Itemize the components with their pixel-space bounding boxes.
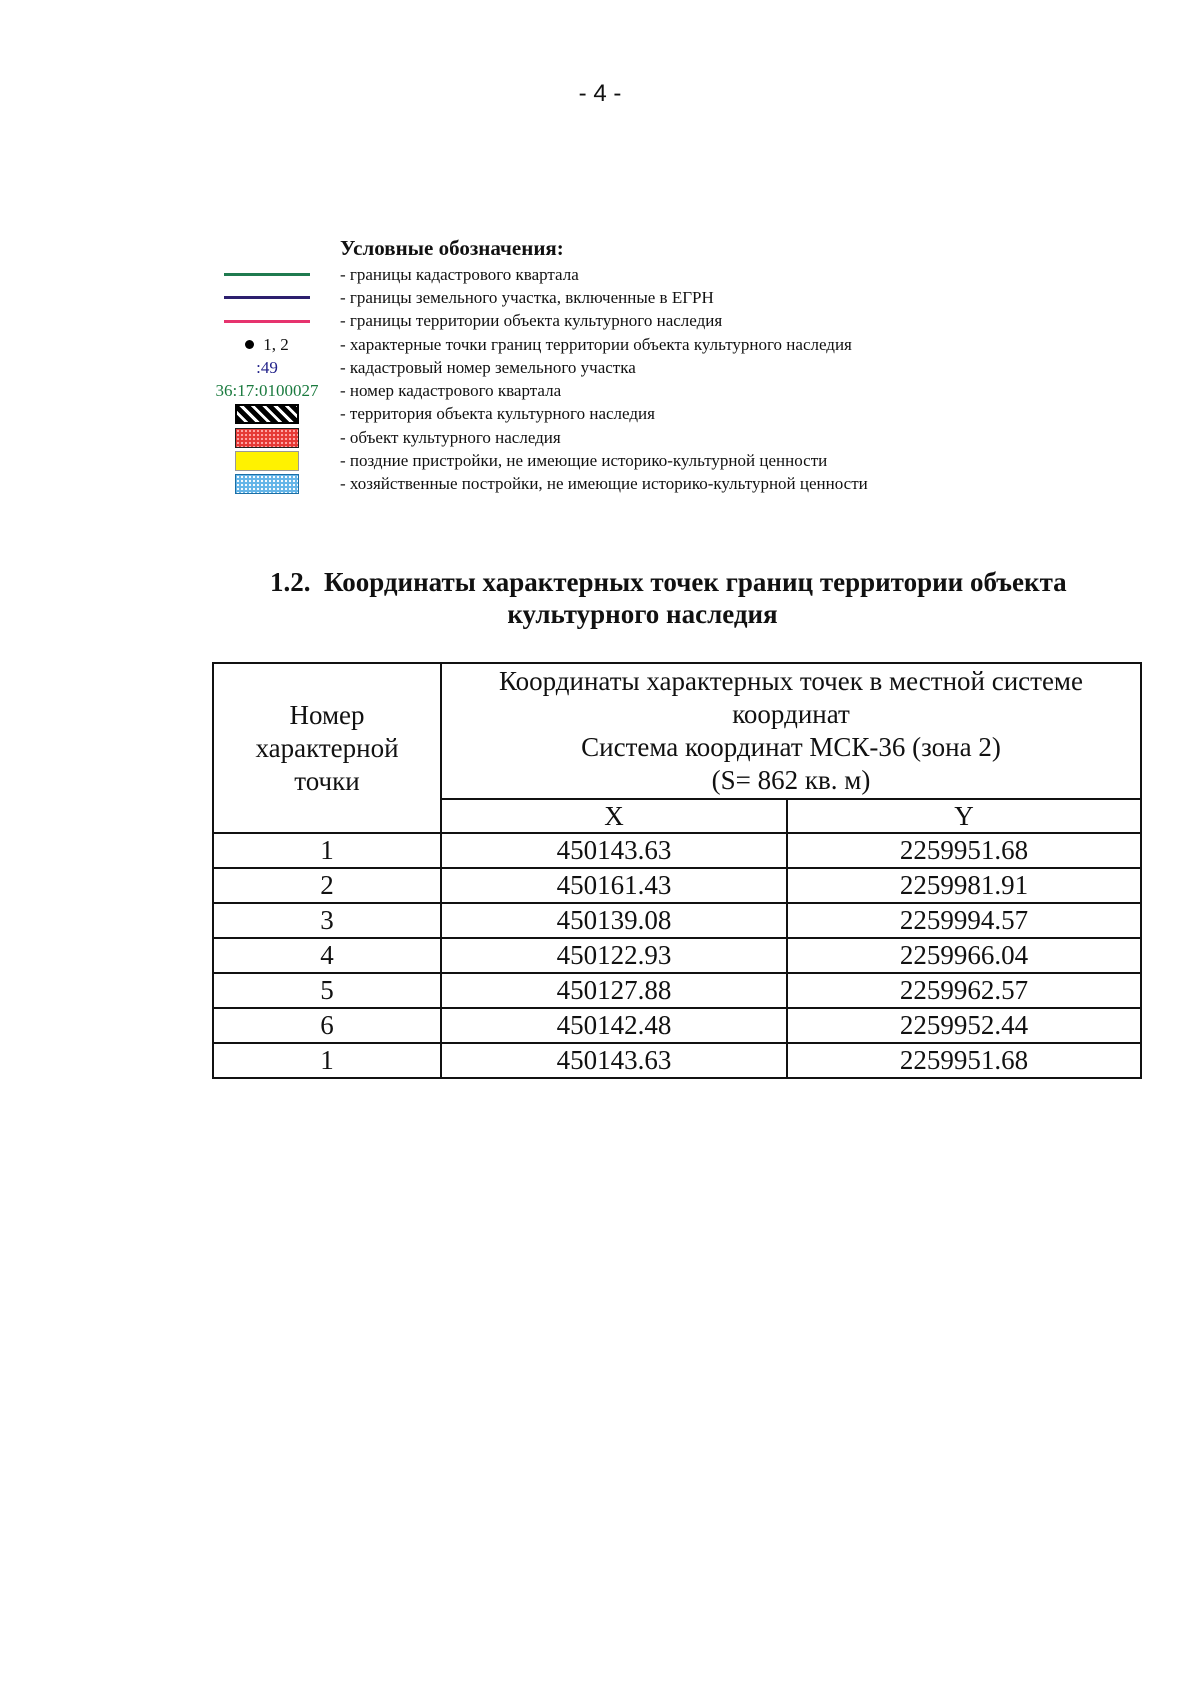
cell-n: 2 bbox=[213, 868, 441, 903]
cell-x: 450122.93 bbox=[441, 938, 787, 973]
cell-n: 1 bbox=[213, 1043, 441, 1078]
header-coordinates bbox=[441, 663, 1141, 799]
legend-item-text: - границы территории объекта культурного наследия bbox=[340, 311, 723, 331]
legend-item-quarter-boundary bbox=[200, 263, 1000, 286]
legend-item-text: - кадастровый номер земельного участка bbox=[340, 357, 636, 377]
pink-line-icon bbox=[224, 320, 310, 323]
table-row bbox=[213, 903, 1141, 938]
cell-y: 2259951.68 bbox=[787, 1043, 1141, 1078]
legend bbox=[200, 233, 1000, 496]
blue-dotted-box-icon bbox=[235, 474, 299, 494]
header-line: координат bbox=[732, 699, 850, 729]
legend-item-parcel-number bbox=[200, 356, 1000, 379]
cell-n: 1 bbox=[213, 833, 441, 868]
legend-item-parcel-boundary bbox=[200, 286, 1000, 309]
legend-item-utility-buildings bbox=[200, 473, 1000, 496]
cell-n: 5 bbox=[213, 973, 441, 1008]
legend-item-text: - номер кадастрового квартала bbox=[340, 381, 562, 401]
legend-item-heritage-object bbox=[200, 426, 1000, 449]
point-dot-icon bbox=[245, 340, 254, 349]
section-title-line2: культурного наследия bbox=[507, 599, 778, 629]
parcel-number-label: :49 bbox=[256, 357, 278, 377]
cell-y: 2259951.68 bbox=[787, 833, 1141, 868]
header-line: (S= 862 кв. м) bbox=[711, 765, 871, 795]
legend-item-text: - территория объекта культурного наследия bbox=[340, 404, 655, 424]
cell-n: 3 bbox=[213, 903, 441, 938]
table-body bbox=[213, 833, 1141, 1078]
legend-item-heritage-territory bbox=[200, 403, 1000, 426]
header-line: характерной bbox=[255, 732, 399, 763]
navy-line-icon bbox=[224, 296, 310, 299]
section-title-line1: 1.2. Координаты характерных точек границ территории объекта bbox=[270, 567, 1067, 597]
table-row bbox=[213, 833, 1141, 868]
cell-x: 450143.63 bbox=[441, 1043, 787, 1078]
cell-x: 450143.63 bbox=[441, 833, 787, 868]
point-label: 1, 2 bbox=[263, 334, 289, 354]
quarter-number-label: 36:17:0100027 bbox=[215, 381, 319, 401]
cell-y: 2259962.57 bbox=[787, 973, 1141, 1008]
legend-item-heritage-boundary bbox=[200, 310, 1000, 333]
table-row bbox=[213, 973, 1141, 1008]
table-header-row bbox=[213, 663, 1141, 799]
cell-y: 2259981.91 bbox=[787, 868, 1141, 903]
table-row bbox=[213, 868, 1141, 903]
legend-item-text: - объект культурного наследия bbox=[340, 427, 561, 447]
legend-item-text: - хозяйственные постройки, не имеющие историко-культурной ценности bbox=[340, 474, 868, 494]
legend-item-boundary-points bbox=[200, 333, 1000, 356]
cell-y: 2259994.57 bbox=[787, 903, 1141, 938]
section-title bbox=[270, 566, 1140, 630]
header-point-number bbox=[213, 663, 441, 833]
table-row bbox=[213, 1008, 1141, 1043]
hatched-box-icon bbox=[235, 404, 299, 424]
legend-item-text: - поздние пристройки, не имеющие историко-культурной ценности bbox=[340, 451, 828, 471]
cell-n: 6 bbox=[213, 1008, 441, 1043]
legend-item-quarter-number bbox=[200, 379, 1000, 402]
cell-x: 450142.48 bbox=[441, 1008, 787, 1043]
coordinates-table bbox=[212, 662, 1142, 1079]
header-line: точки bbox=[294, 765, 360, 796]
cell-x: 450127.88 bbox=[441, 973, 787, 1008]
yellow-box-icon bbox=[235, 451, 299, 471]
header-line: Система координат МСК-36 (зона 2) bbox=[581, 732, 1001, 762]
header-y: Y bbox=[787, 799, 1141, 833]
legend-item-late-additions bbox=[200, 449, 1000, 472]
header-line: Координаты характерных точек в местной системе bbox=[498, 666, 1084, 696]
legend-item-text: - характерные точки границ территории объекта культурного наследия bbox=[340, 334, 852, 354]
cell-y: 2259952.44 bbox=[787, 1008, 1141, 1043]
table-row bbox=[213, 1043, 1141, 1078]
header-line: Номер bbox=[289, 699, 365, 730]
cell-n: 4 bbox=[213, 938, 441, 973]
cell-x: 450161.43 bbox=[441, 868, 787, 903]
cell-x: 450139.08 bbox=[441, 903, 787, 938]
red-dotted-box-icon bbox=[235, 428, 299, 448]
legend-item-text: - границы земельного участка, включенные в ЕГРН bbox=[340, 287, 714, 307]
page-number: - 4 - bbox=[578, 80, 622, 107]
header-x: X bbox=[441, 799, 787, 833]
legend-title: Условные обозначения: bbox=[340, 236, 564, 260]
legend-item-text: - границы кадастрового квартала bbox=[340, 264, 579, 284]
cell-y: 2259966.04 bbox=[787, 938, 1141, 973]
green-line-icon bbox=[224, 273, 310, 276]
table-row bbox=[213, 938, 1141, 973]
